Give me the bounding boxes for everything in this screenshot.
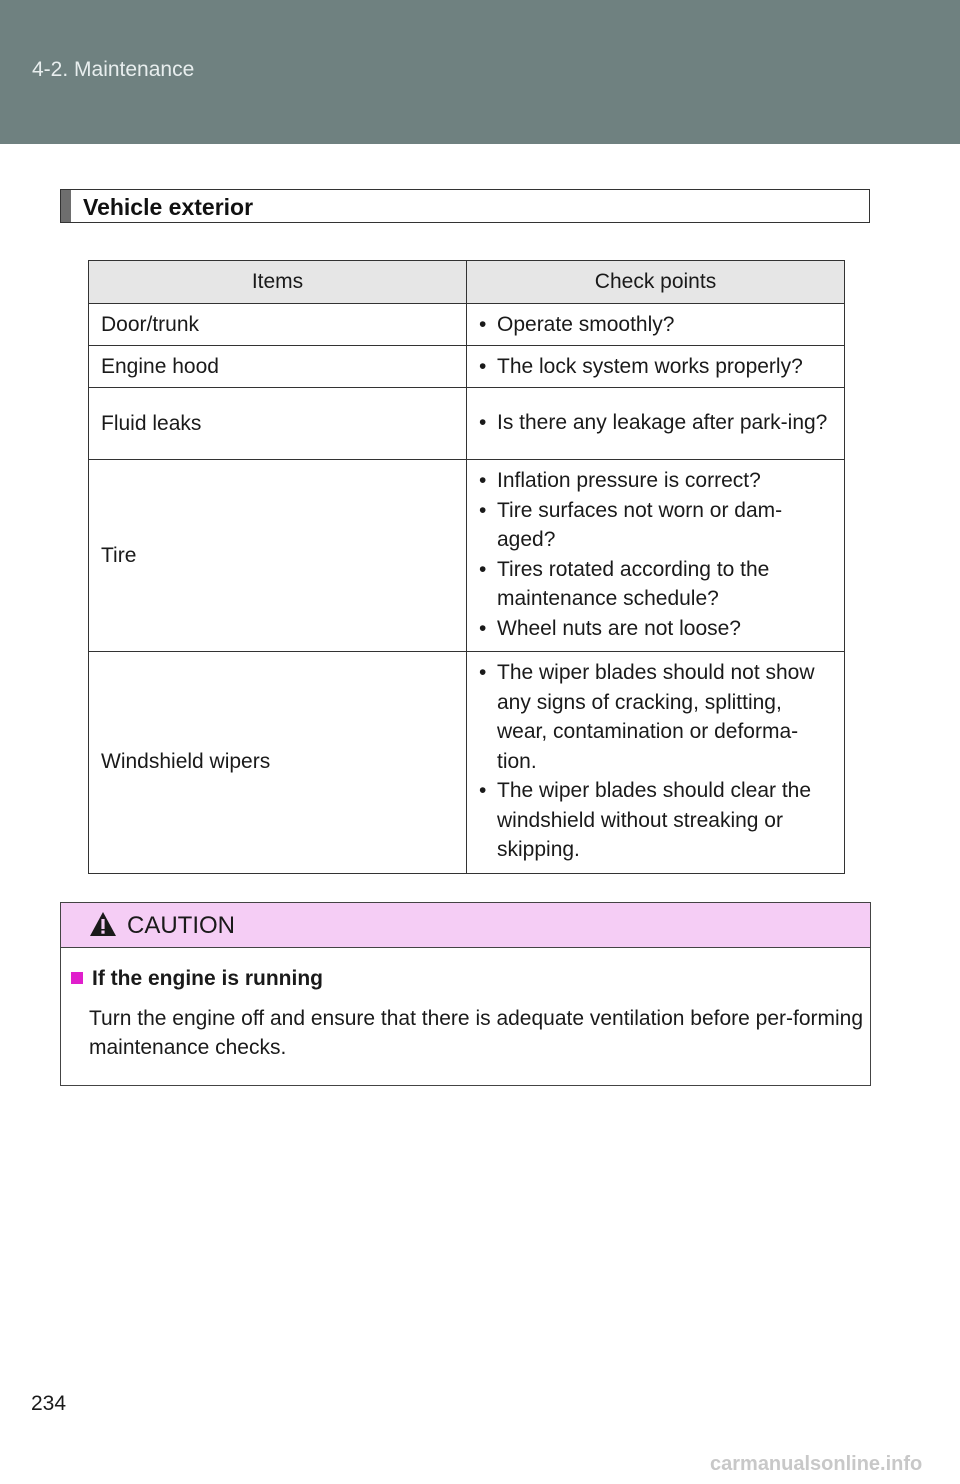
check-point: • Is there any leakage after park-ing? xyxy=(475,408,836,438)
column-header-check-points: Check points xyxy=(467,261,845,304)
check-point: • Tires rotated according to the maintenance schedule? xyxy=(475,555,836,614)
row-check-points xyxy=(467,346,845,388)
table-row xyxy=(89,652,845,874)
heading-marker xyxy=(61,190,71,222)
heading-text: Vehicle exterior xyxy=(83,194,254,220)
check-point: • The wiper blades should not show any signs of cracking, splitting, wear, contamination or deforma-tion. xyxy=(475,658,836,776)
watermark: carmanualsonline.info xyxy=(710,1453,923,1475)
check-point: • Operate smoothly? xyxy=(475,310,836,340)
column-header-items: Items xyxy=(89,261,467,304)
page-number: 234 xyxy=(31,1392,67,1415)
row-item-label: Fluid leaks xyxy=(89,388,467,460)
table-header-row xyxy=(89,261,845,304)
inspection-table xyxy=(88,260,845,874)
row-check-points xyxy=(467,652,845,874)
caution-box xyxy=(60,902,871,1086)
check-point: • Inflation pressure is correct? xyxy=(475,466,836,496)
header-bar xyxy=(0,0,960,144)
caution-body: Turn the engine off and ensure that there is adequate ventilation before per-forming maintenance checks. xyxy=(89,1007,864,1059)
check-point: • The wiper blades should clear the windshield without streaking or skipping. xyxy=(475,776,836,865)
row-check-points xyxy=(467,388,845,460)
row-item-label: Tire xyxy=(89,460,467,652)
row-check-points xyxy=(467,460,845,652)
check-point: • The lock system works properly? xyxy=(475,352,836,382)
table-row xyxy=(89,346,845,388)
check-point: • Wheel nuts are not loose? xyxy=(475,614,836,644)
row-item-label: Engine hood xyxy=(89,346,467,388)
caution-title-text: If the engine is running xyxy=(92,967,323,990)
check-point: • Tire surfaces not worn or dam-aged? xyxy=(475,496,836,555)
table-row xyxy=(89,304,845,346)
row-item-label: Windshield wipers xyxy=(89,652,467,874)
square-bullet-icon xyxy=(71,972,83,984)
warning-triangle-icon xyxy=(89,911,117,937)
table-row xyxy=(89,460,845,652)
row-check-points xyxy=(467,304,845,346)
caution-title xyxy=(71,967,323,991)
caution-label: CAUTION xyxy=(127,912,235,939)
table-row xyxy=(89,388,845,460)
caution-header xyxy=(61,903,870,948)
section-breadcrumb: 4-2. Maintenance xyxy=(32,58,195,81)
row-item-label: Door/trunk xyxy=(89,304,467,346)
section-heading xyxy=(60,189,870,223)
